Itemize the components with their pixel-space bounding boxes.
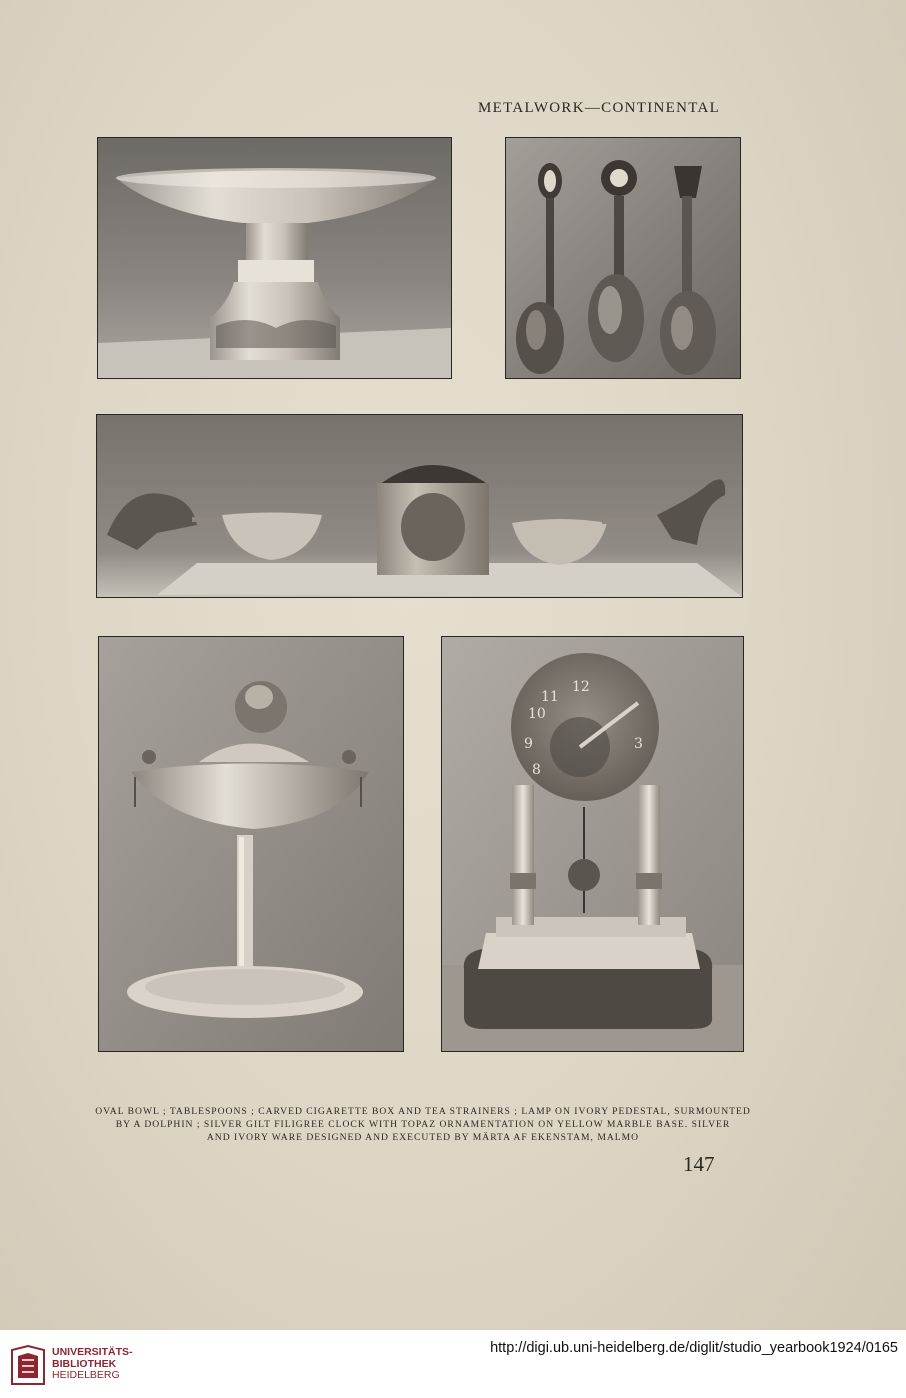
plate-caption — [86, 1105, 760, 1144]
library-name-line: BIBLIOTHEK — [52, 1357, 117, 1370]
caption-line: BY A DOLPHIN ; SILVER GILT FILIGREE CLOCK WITH TOPAZ ORNAMENTATION ON YELLOW MARBLE BASE. SILVER — [115, 1119, 731, 1130]
clock-numeral-12: 12 — [572, 679, 590, 695]
photo-cigarette-box-and-tea-strainers — [96, 414, 743, 598]
university-library-logo-icon — [8, 1342, 48, 1388]
library-name — [52, 1347, 133, 1382]
page-number: 147 — [683, 1152, 715, 1176]
photo-filigree-clock — [441, 636, 744, 1052]
library-name-line: UNIVERSITÄTS- — [52, 1346, 133, 1358]
caption-line: OVAL BOWL ; TABLESPOONS ; CARVED CIGARETTE BOX AND TEA STRAINERS ; LAMP ON IVORY PEDESTAL, SURMOUNTED — [95, 1106, 751, 1117]
source-url-link[interactable]: http://digi.ub.uni-heidelberg.de/diglit/studio_yearbook1924/0165 — [490, 1340, 898, 1356]
running-head: METALWORK—CONTINENTAL — [478, 100, 721, 116]
photo-lamp-on-ivory-pedestal — [98, 636, 404, 1052]
library-footer — [0, 1330, 906, 1398]
clock-numeral-11: 11 — [541, 689, 559, 705]
clock-numeral-9: 9 — [524, 736, 533, 752]
caption-line: AND IVORY WARE DESIGNED AND EXECUTED BY MÄRTA AF EKENSTAM, MALMO — [206, 1132, 640, 1143]
clock-numeral-10: 10 — [528, 706, 546, 722]
photo-oval-bowl — [97, 137, 452, 379]
library-name-line: HEIDELBERG — [52, 1369, 120, 1381]
photo-tablespoons — [505, 137, 741, 379]
clock-numeral-8: 8 — [532, 762, 541, 778]
clock-numeral-3: 3 — [634, 736, 643, 752]
